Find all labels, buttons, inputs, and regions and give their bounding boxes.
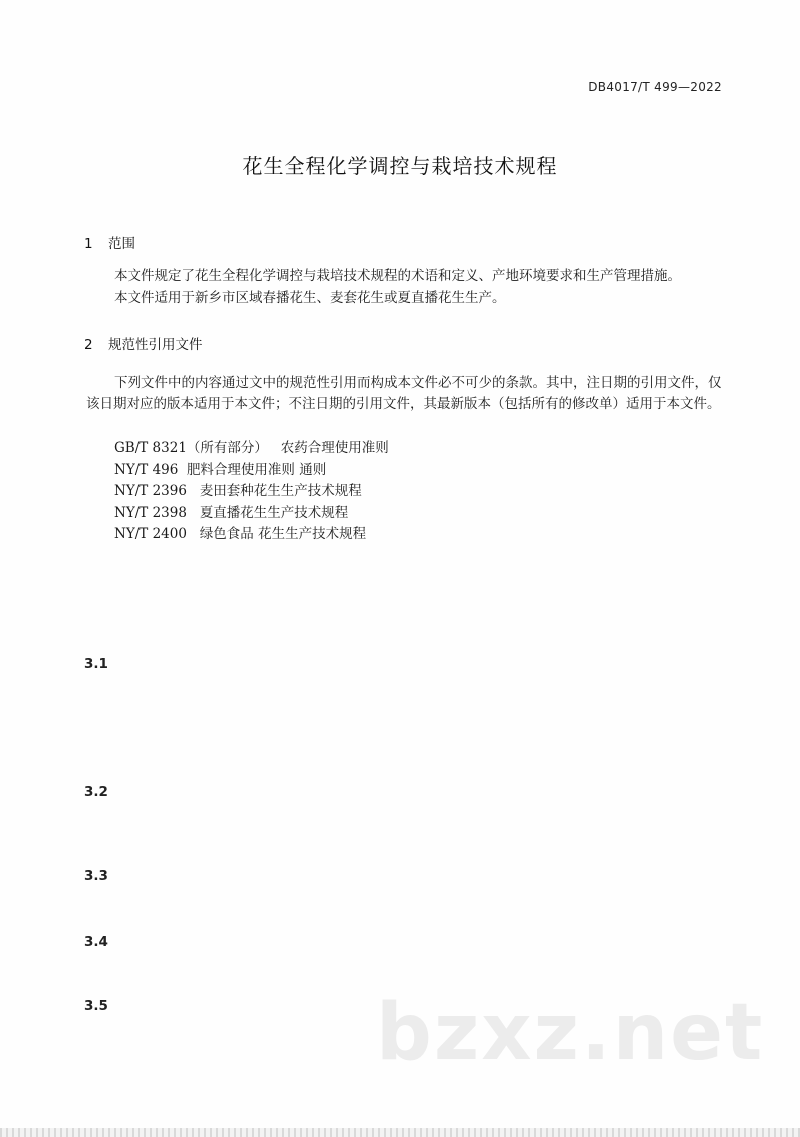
page-bottom-edge: [0, 1128, 800, 1137]
reference-item: GB/T 8321（所有部分） 农药合理使用准则: [114, 440, 389, 456]
reference-item: NY/T 2396 麦田套种花生生产技术规程: [114, 483, 362, 499]
reference-item: NY/T 2398 夏直播花生生产技术规程: [114, 504, 349, 521]
normative-reference-list: [114, 438, 389, 546]
section-title: 范围: [108, 236, 135, 252]
document-title: 花生全程化学调控与栽培技术规程: [242, 154, 558, 178]
section-title: 规范性引用文件: [108, 337, 203, 353]
section-number: 2: [84, 337, 93, 353]
section-2-intro: 下列文件中的内容通过文中的规范性引用而构成本文件必不可少的条款。其中，注日期的引用文件，仅该日期对应的版本适用于本文件；不注日期的引用文件，其最新版本（包括所有的修改单）适用于本文件。: [86, 375, 722, 412]
reference-item: NY/T 2400 绿色食品 花生生产技术规程: [114, 526, 367, 542]
section-1-heading: [84, 232, 135, 252]
section-number: 1: [84, 236, 93, 252]
subsection-number: 3.5: [84, 998, 108, 1014]
document-code: DB4017/T 499—2022: [588, 80, 722, 94]
watermark: bzxz.net: [376, 988, 765, 1078]
subsection-number: 3.3: [84, 868, 108, 884]
section-1-paragraph-2: 本文件适用于新乡市区域春播花生、麦套花生或夏直播花生生产。: [114, 290, 506, 306]
section-2-heading: [84, 333, 203, 353]
subsection-number: 3.1: [84, 656, 108, 672]
subsection-number: 3.2: [84, 784, 108, 800]
section-1-paragraph-1: 本文件规定了花生全程化学调控与栽培技术规程的术语和定义、产地环境要求和生产管理措施。: [114, 268, 681, 284]
subsection-number: 3.4: [84, 934, 108, 950]
reference-item: NY/T 496 肥料合理使用准则 通则: [114, 461, 327, 478]
